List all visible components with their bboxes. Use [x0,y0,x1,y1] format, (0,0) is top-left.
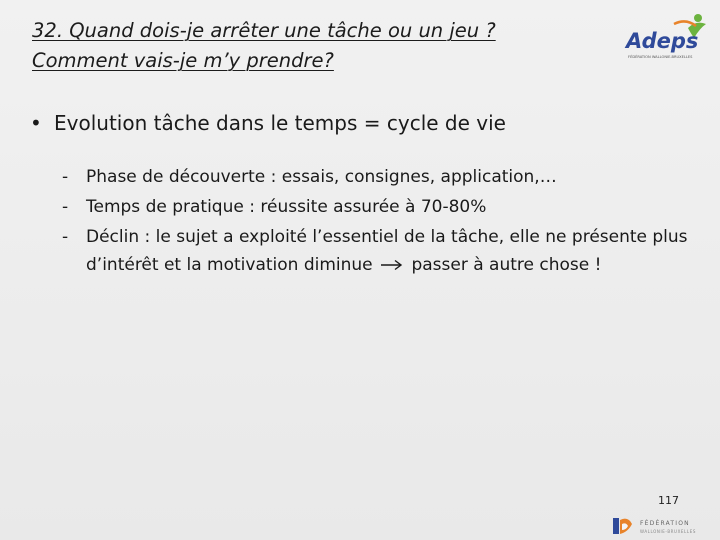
dash-icon: - [62,227,69,247]
federation-logo-text: FÉDÉRATION [640,520,690,527]
list-item-text: Phase de découverte : essais, consignes, application,… [86,167,557,187]
main-bullet [30,108,506,138]
list-item-text-before: Déclin : le sujet a exploité l’essentiel de la tâche, elle ne présente plus d’intérêt et la motivation diminue [86,227,688,275]
adeps-logo-subtext: FÉDÉRATION WALLONIE-BRUXELLES [628,55,693,59]
main-bullet-text: Evolution tâche dans le temps = cycle de vie [54,111,506,135]
adeps-logo [622,10,712,70]
adeps-logo-text: Adeps [626,29,699,53]
sub-bullet-list [62,163,702,281]
dash-icon: - [62,167,69,187]
slide-title [32,16,496,76]
list-item [62,193,702,221]
title-line-2: Comment vais-je m’y prendre? [32,49,334,72]
federation-logo-subtext: WALLONIE-BRUXELLES [640,529,696,534]
page-number: 117 [658,494,679,507]
list-item [62,163,702,191]
bullet-dot-icon: • [30,111,42,135]
title-line-1: 32. Quand dois-je arrêter une tâche ou un jeu ? [32,19,496,42]
federation-logo [610,514,715,538]
list-item-text-after: passer à autre chose ! [411,255,602,275]
right-arrow-icon [380,259,404,271]
list-item [62,223,702,279]
dash-icon: - [62,197,69,217]
list-item-text: Temps de pratique : réussite assurée à 70-80% [86,197,487,217]
